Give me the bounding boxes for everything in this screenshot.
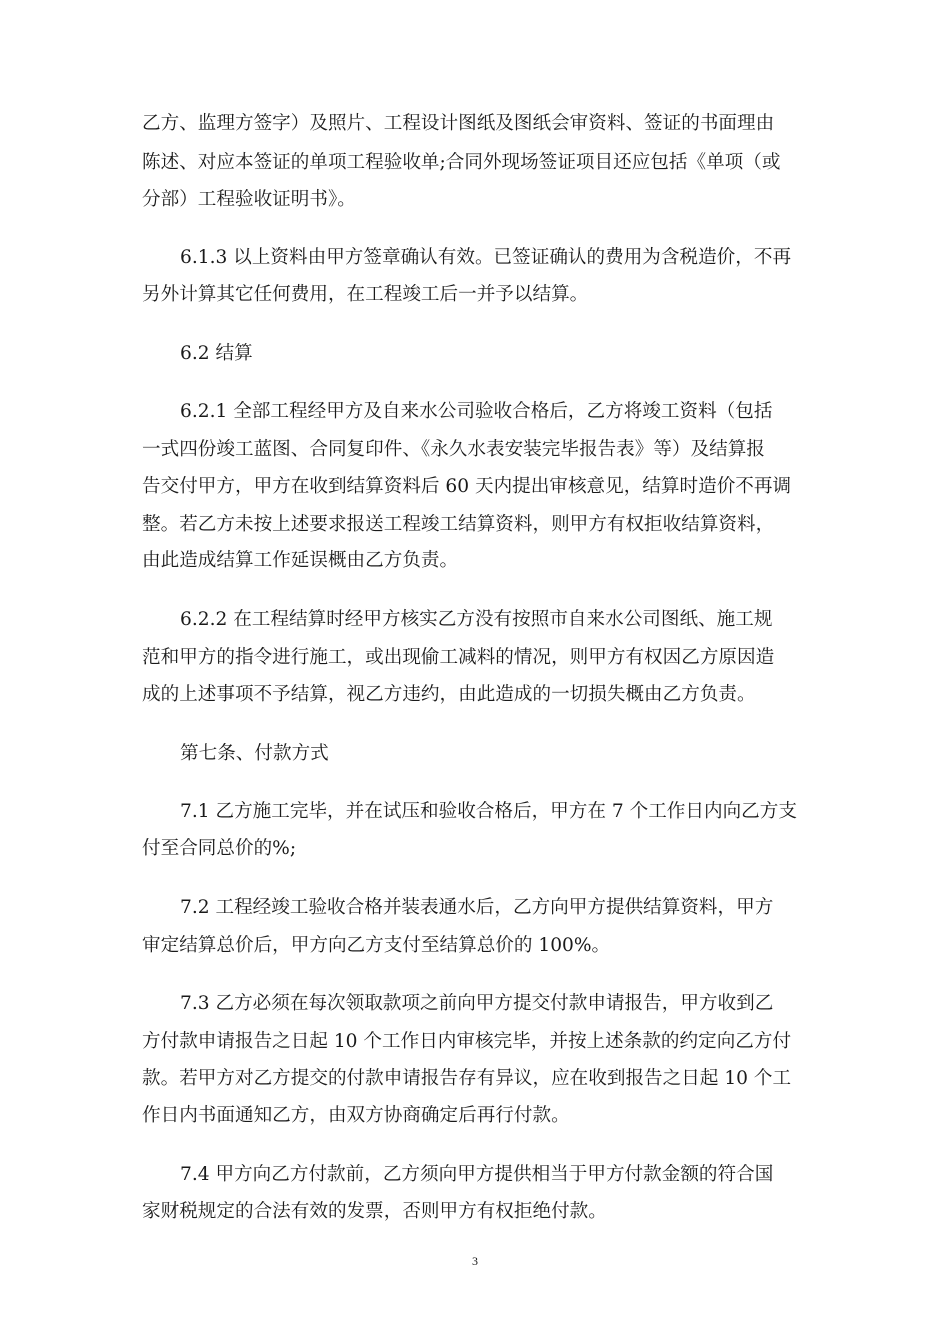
paragraph-line: 7.4 甲方向乙方付款前，乙方须向甲方提供相当于甲方付款金额的符合国 [180, 1164, 774, 1185]
paragraph-line: 付至合同总价的%; [142, 838, 297, 859]
paragraph-line: 由此造成结算工作延误概由乙方负责。 [142, 550, 459, 571]
paragraph-line: 乙方、监理方签字）及照片、工程设计图纸及图纸会审资料、签证的书面理由 [142, 113, 775, 134]
page-number: 3 [472, 1254, 478, 1268]
paragraph-line: 家财税规定的合法有效的发票，否则甲方有权拒绝付款。 [142, 1201, 607, 1222]
paragraph-line: 审定结算总价后，甲方向乙方支付至结算总价的 100%。 [142, 935, 611, 956]
paragraph-line: 一式四份竣工蓝图、合同复印件、《永久水表安装完毕报告表》等）及结算报 [142, 439, 765, 460]
paragraph-line: 6.1.3 以上资料由甲方签章确认有效。已签证确认的费用为含税造价，不再 [180, 247, 792, 268]
paragraph-line: 款。若甲方对乙方提交的付款申请报告存有异议，应在收到报告之日起 10 个工 [142, 1068, 792, 1089]
paragraph-line: 告交付甲方，甲方在收到结算资料后 60 天内提出审核意见，结算时造价不再调 [142, 476, 792, 497]
paragraph-line: 6.2.2 在工程结算时经甲方核实乙方没有按照市自来水公司图纸、施工规 [180, 609, 773, 630]
paragraph-line: 陈述、对应本签证的单项工程验收单;合同外现场签证项目还应包括《单项（或 [142, 152, 781, 173]
paragraph-line: 作日内书面通知乙方，由双方协商确定后再行付款。 [142, 1105, 570, 1126]
paragraph-line: 7.1 乙方施工完毕，并在试压和验收合格后，甲方在 7 个工作日内向乙方支 [180, 801, 797, 822]
article-heading: 第七条、付款方式 [180, 743, 329, 764]
paragraph-line: 7.3 乙方必须在每次领取款项之前向甲方提交付款申请报告，甲方收到乙 [180, 993, 774, 1014]
section-heading: 6.2 结算 [180, 343, 253, 364]
paragraph-line: 成的上述事项不予结算，视乙方违约，由此造成的一切损失概由乙方负责。 [142, 684, 756, 705]
paragraph-line: 6.2.1 全部工程经甲方及自来水公司验收合格后，乙方将竣工资料（包括 [180, 401, 773, 422]
paragraph-line: 方付款申请报告之日起 10 个工作日内审核完毕，并按上述条款的约定向乙方付 [142, 1031, 792, 1052]
paragraph-line: 另外计算其它任何费用，在工程竣工后一并予以结算。 [142, 284, 589, 305]
paragraph-line: 范和甲方的指令进行施工，或出现偷工减料的情况，则甲方有权因乙方原因造 [142, 647, 775, 668]
paragraph-line: 7.2 工程经竣工验收合格并装表通水后，乙方向甲方提供结算资料，甲方 [180, 897, 774, 918]
paragraph-line: 分部）工程验收证明书》。 [142, 189, 356, 210]
paragraph-line: 整。若乙方未按上述要求报送工程竣工结算资料，则甲方有权拒收结算资料， [142, 514, 775, 535]
